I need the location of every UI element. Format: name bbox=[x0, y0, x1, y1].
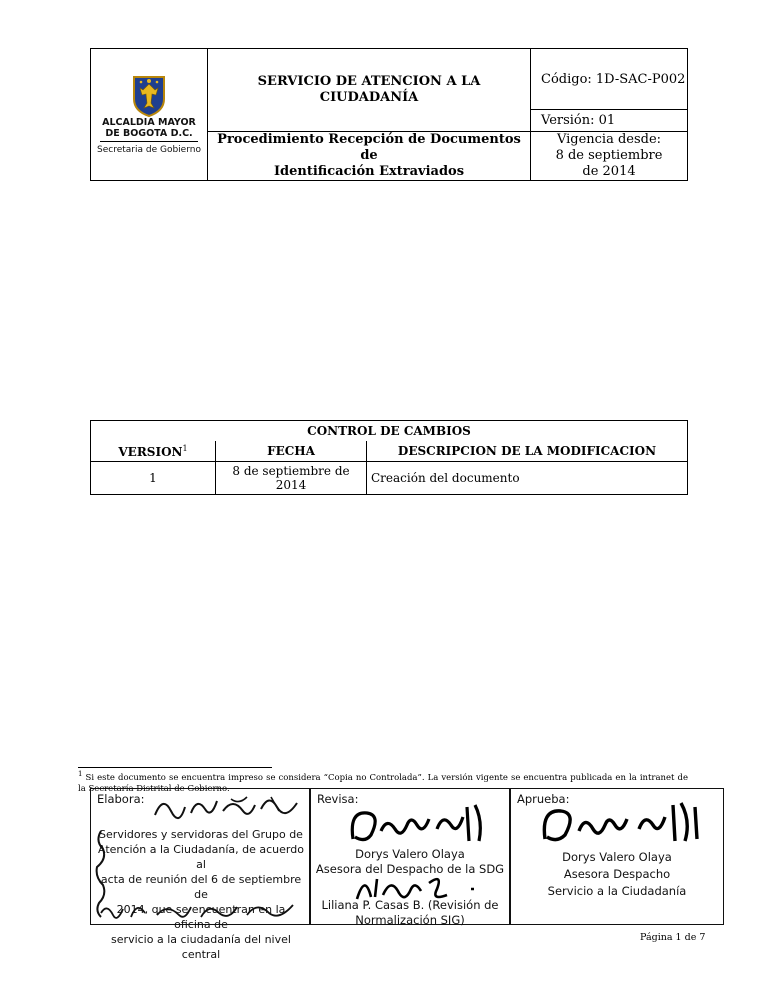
revisa-name-2: Liliana P. Casas B. (Revisión de bbox=[321, 898, 499, 912]
page-number: Página 1 de 7 bbox=[640, 932, 706, 943]
elabora-line: servicio a la ciudadanía del nivel central bbox=[111, 933, 291, 961]
revisa-label: Revisa: bbox=[317, 792, 359, 806]
title-line1: SERVICIO DE ATENCION A LA bbox=[257, 74, 481, 89]
document-subtitle bbox=[208, 132, 531, 181]
aprueba-role-2: Servicio a la Ciudadanía bbox=[547, 884, 687, 898]
signature-scribbles-bottom bbox=[97, 899, 302, 923]
elabora-description bbox=[97, 827, 305, 962]
document-code: Código: 1D-SAC-P002 bbox=[531, 49, 688, 110]
document-title bbox=[208, 49, 531, 132]
footnote-marker: 1 bbox=[78, 770, 83, 778]
validity-line2: 8 de septiembre bbox=[555, 148, 663, 163]
subtitle-line2: Identificación Extraviados bbox=[273, 164, 465, 179]
logo-text-line3: Secretaria de Gobierno bbox=[97, 144, 201, 155]
validity-line1: Vigencia desde: bbox=[556, 132, 662, 147]
aprueba-signature bbox=[539, 799, 709, 845]
aprueba-signer bbox=[511, 849, 723, 900]
row-version: 1 bbox=[91, 462, 216, 495]
document-header bbox=[90, 48, 688, 181]
elabora-line: acta de reunión del 6 de septiembre de bbox=[100, 873, 302, 901]
logo-cell bbox=[91, 49, 208, 181]
table-row bbox=[91, 462, 688, 495]
elabora-line: 2014, que se encuentran en la oficina de bbox=[116, 903, 286, 931]
footnote-text: Si este documento se encuentra impreso se considera “Copia no Controlada”. La versión vigente se encuentra publicada en la intranet de la Secretaría Distrital de Gobierno. bbox=[78, 772, 689, 794]
version-header-text: VERSION bbox=[118, 444, 183, 459]
validity-line3: de 2014 bbox=[582, 164, 636, 179]
row-descripcion: Creación del documento bbox=[367, 462, 688, 495]
institution-logo bbox=[91, 75, 207, 155]
revisa-signer-2 bbox=[311, 898, 509, 928]
signature-elabora bbox=[91, 789, 311, 961]
revisa-role-1: Asesora del Despacho de la SDG bbox=[315, 862, 505, 876]
column-header-version bbox=[91, 441, 216, 462]
signature-scribbles-top bbox=[151, 791, 306, 825]
document-version: Versión: 01 bbox=[531, 110, 688, 132]
logo-text-line2: DE BOGOTA D.C. bbox=[105, 127, 193, 139]
elabora-line: Servidores y servidoras del Grupo de bbox=[99, 828, 303, 841]
change-control-table bbox=[90, 420, 688, 495]
column-header-fecha: FECHA bbox=[216, 441, 367, 462]
aprueba-label: Aprueba: bbox=[517, 792, 570, 806]
elabora-line: Atención a la Ciudadanía, de acuerdo al bbox=[98, 843, 304, 871]
bogota-coat-of-arms-icon bbox=[132, 75, 166, 117]
elabora-label: Elabora: bbox=[97, 792, 145, 806]
title-line2: CIUDADANÍA bbox=[319, 90, 419, 105]
aprueba-role-1: Asesora Despacho bbox=[563, 867, 671, 881]
revisa-name-1: Dorys Valero Olaya bbox=[355, 847, 465, 861]
signature-aprueba bbox=[511, 789, 723, 924]
logo-text-line1: ALCALDIA MAYOR bbox=[102, 116, 196, 128]
document-validity bbox=[531, 132, 688, 181]
signature-revisa bbox=[311, 789, 511, 927]
column-header-descripcion: DESCRIPCION DE LA MODIFICACION bbox=[367, 441, 688, 462]
subtitle-line1: Procedimiento Recepción de Documentos de bbox=[217, 132, 521, 163]
revisa-role-2: Normalización SIG) bbox=[355, 913, 465, 927]
aprueba-name: Dorys Valero Olaya bbox=[562, 850, 672, 864]
row-fecha: 8 de septiembre de 2014 bbox=[216, 462, 367, 495]
logo-divider bbox=[100, 141, 198, 142]
revisa-signature-1 bbox=[347, 801, 497, 845]
footnote-divider bbox=[78, 767, 272, 768]
footnote-ref: 1 bbox=[182, 443, 188, 453]
change-control-caption: CONTROL DE CAMBIOS bbox=[91, 421, 688, 442]
